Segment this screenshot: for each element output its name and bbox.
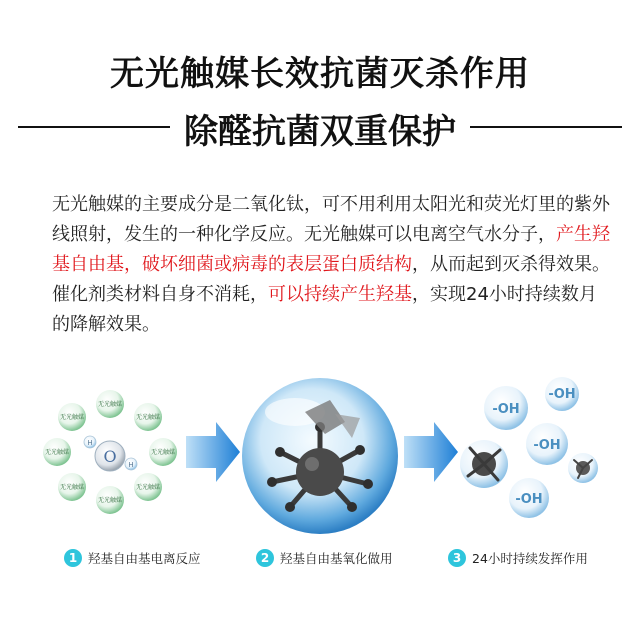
description-text-3: ，实现24小时持续数月的降解效果。: [52, 284, 597, 335]
step-label: 羟基自由基电离反应: [88, 551, 201, 566]
step-1: [64, 548, 201, 568]
svg-text:-OH: -OH: [548, 387, 576, 402]
step-number-badge: 2: [256, 549, 274, 567]
step-number-badge: 1: [64, 549, 82, 567]
svg-text:-OH: -OH: [492, 402, 520, 417]
svg-text:H: H: [128, 461, 134, 469]
svg-text:无光触媒: 无光触媒: [135, 484, 161, 491]
svg-text:无光触媒: 无光触媒: [97, 401, 123, 408]
hydroxyl-bubble: [545, 377, 579, 411]
hydroxyl-bubble: [484, 386, 528, 430]
svg-text:-OH: -OH: [533, 438, 561, 453]
description-paragraph: [52, 190, 612, 340]
molecule-bubble: [58, 403, 86, 431]
svg-text:无光触媒: 无光触媒: [59, 484, 85, 491]
description-highlight-1: 产生羟基自由基，破坏细菌或病毒的表层蛋白质结构: [52, 224, 610, 275]
molecule-bubble: [58, 473, 86, 501]
molecule-ring: [43, 390, 177, 514]
step-3: [448, 548, 588, 568]
hydroxyl-bubble: [509, 478, 549, 518]
molecule-bubble: [134, 473, 162, 501]
svg-text:无光触媒: 无光触媒: [97, 497, 123, 504]
molecule-bubble: [43, 438, 71, 466]
water-molecule: [84, 436, 137, 471]
svg-text:无光触媒: 无光触媒: [150, 449, 176, 456]
svg-text:无光触媒: 无光触媒: [135, 414, 161, 421]
headline-line2: 除醛抗菌双重保护: [184, 112, 456, 152]
svg-text:H: H: [87, 439, 93, 447]
description-text-1: 无光触媒的主要成分是二氧化钛，可不用利用太阳光和荧光灯里的紫外线照射，发生的一种化学反应。无光触媒可以电离空气水分子，: [52, 194, 610, 245]
right-divider: [470, 126, 622, 128]
radical-cluster: [460, 377, 598, 518]
molecule-bubble: [149, 438, 177, 466]
virus-sphere: [242, 378, 398, 534]
step-2: [256, 548, 393, 568]
description-text-2: ，从而起到灭杀得效果。催化剂类材料自身不消耗，: [52, 254, 610, 305]
svg-text:-OH: -OH: [515, 492, 543, 507]
left-divider: [18, 126, 170, 128]
hydroxyl-bubble: [526, 423, 568, 465]
svg-text:O: O: [103, 447, 117, 466]
description-highlight-2: 可以持续产生羟基: [268, 284, 412, 305]
process-illustration: [0, 372, 640, 552]
svg-text:无光触媒: 无光触媒: [44, 449, 70, 456]
svg-text:无光触媒: 无光触媒: [59, 414, 85, 421]
headline-line2-row: [0, 104, 640, 152]
molecule-bubble: [96, 390, 124, 418]
step-label: 羟基自由基氧化做用: [280, 551, 393, 566]
molecule-bubble: [134, 403, 162, 431]
step-label: 24小时持续发挥作用: [472, 551, 588, 566]
virus-fragment-icon: [460, 440, 508, 488]
arrow-right-icon: [186, 422, 240, 482]
headline-line1: 无光触媒长效抗菌灭杀作用: [110, 54, 530, 94]
arrow-right-icon: [404, 422, 458, 482]
molecule-bubble: [96, 486, 124, 514]
step-number-badge: 3: [448, 549, 466, 567]
virus-fragment-icon: [568, 453, 598, 483]
